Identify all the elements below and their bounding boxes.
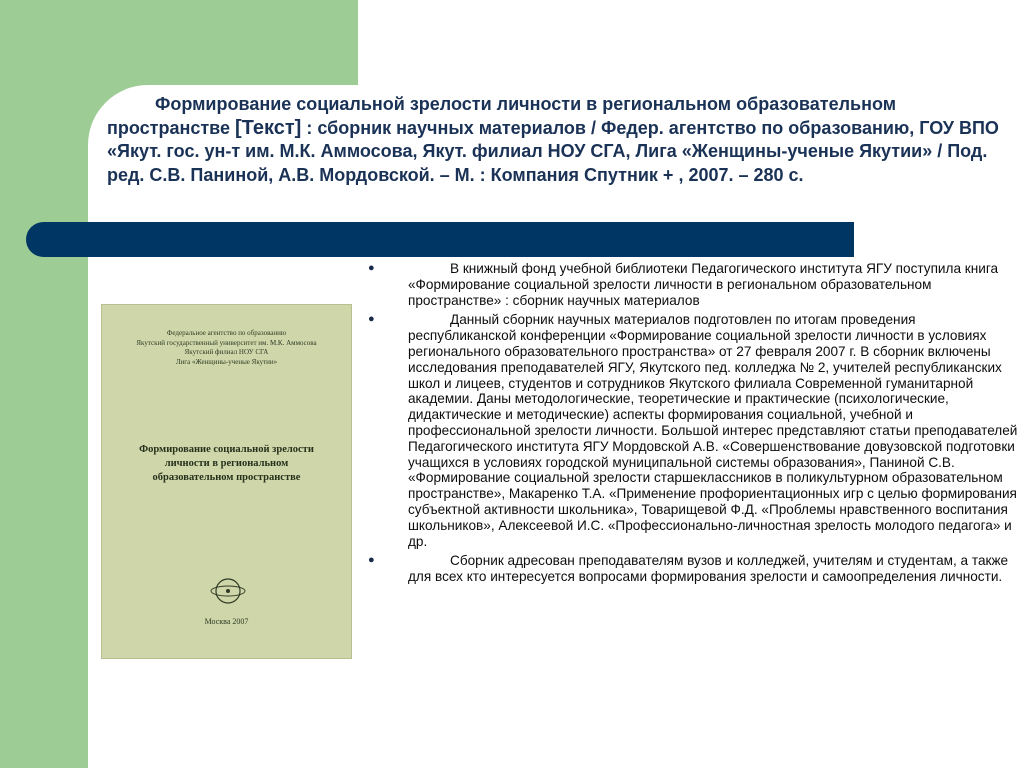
cover-title-line: образовательном пространстве (152, 472, 301, 483)
list-item-text: Данный сборник научных материалов подготовлен по итогам проведения республиканской конференции «Формирование социальной зрелости личности в условиях регионального образовательного пространства» от 27 февраля 2007 г. В сборник включены исследования преподавателей ЯГУ, Якутского пед. колледжа № 2, учителей республиканских школ и лицеев, студентов и сотрудников Якутского филиала Современной гуманитарной академии. Даны методологические, теоретические и практические (психологические, дидактические и методические) аспекты формирования социальной, учебной и профессиональной зрелости личности. Большой интерес представляют статьи преподавателей Педагогического института ЯГУ Мордовской А.В. «Совершенствование довузовской подготовки учащихся в условиях городской муниципальной системы образования», Паниной С.В. «Формирование социальной зрелости старшеклассников в поликультурном образовательном пространстве», Макаренко Т.А. «Применение профориентационных игр с целью формирования субъектной активности школьника», Товарищевой Ф.Д. «Проблемы нравственного воспитания школьников», Алексеевой И.С. «Профессионально-личностная зрелость молодого педагога» и др. (408, 312, 1018, 549)
cover-title-line: Формирование социальной зрелости (139, 444, 314, 455)
navy-divider-bar (26, 222, 854, 257)
description-list (368, 261, 1018, 585)
list-item (368, 553, 1018, 585)
cover-city-year: Москва 2007 (204, 617, 249, 626)
list-item (368, 312, 1018, 549)
bullet-icon: ● (368, 262, 375, 274)
book-cover-image (101, 304, 352, 659)
list-item (368, 261, 1018, 308)
title-main: Формирование социальной зрелости личности в региональном образовательном пространстве (107, 94, 897, 138)
bibliographic-title (107, 93, 1007, 187)
list-item-text: Сборник адресован преподавателям вузов и колледжей, учителям и студентам, а также для всех кто интересуется вопросами формирования зрелости и самоопределения личности. (408, 553, 1009, 585)
cover-header-line: Якутский государственный университет им. М.К. Аммосова (136, 338, 317, 347)
cover-header-line: Якутский филиал НОУ СГА (184, 348, 269, 356)
title-bracket: [Текст] (235, 116, 302, 139)
cover-title (102, 443, 351, 485)
cover-header-line: Лига «Женщины-ученые Якутии» (175, 357, 278, 366)
publisher-logo-icon (210, 573, 246, 609)
list-item-text: В книжный фонд учебной библиотеки Педагогического института ЯГУ поступила книга «Формирование социальной зрелости личности в региональном образовательном пространстве» : сборник научных материалов (408, 261, 999, 308)
cover-title-line: личности в региональном (164, 458, 289, 469)
title-rest: : сборник научных материалов / Федер. агентство по образованию, ГОУ ВПО «Якут. гос. ун-т им. М.К. Аммосова, Якут. филиал НОУ СГА, Лига «Женщины-ученые Якутии» / Под. ред. С.В. Паниной, А.В. Мордовской. – М. : Компания Спутник + , 2007. – 280 с. (107, 117, 999, 185)
cover-publisher-header (102, 329, 351, 367)
bullet-icon: ● (368, 313, 375, 326)
cover-header-line: Федеральное агентство по образованию (166, 329, 287, 337)
bullet-icon: ● (368, 554, 375, 567)
